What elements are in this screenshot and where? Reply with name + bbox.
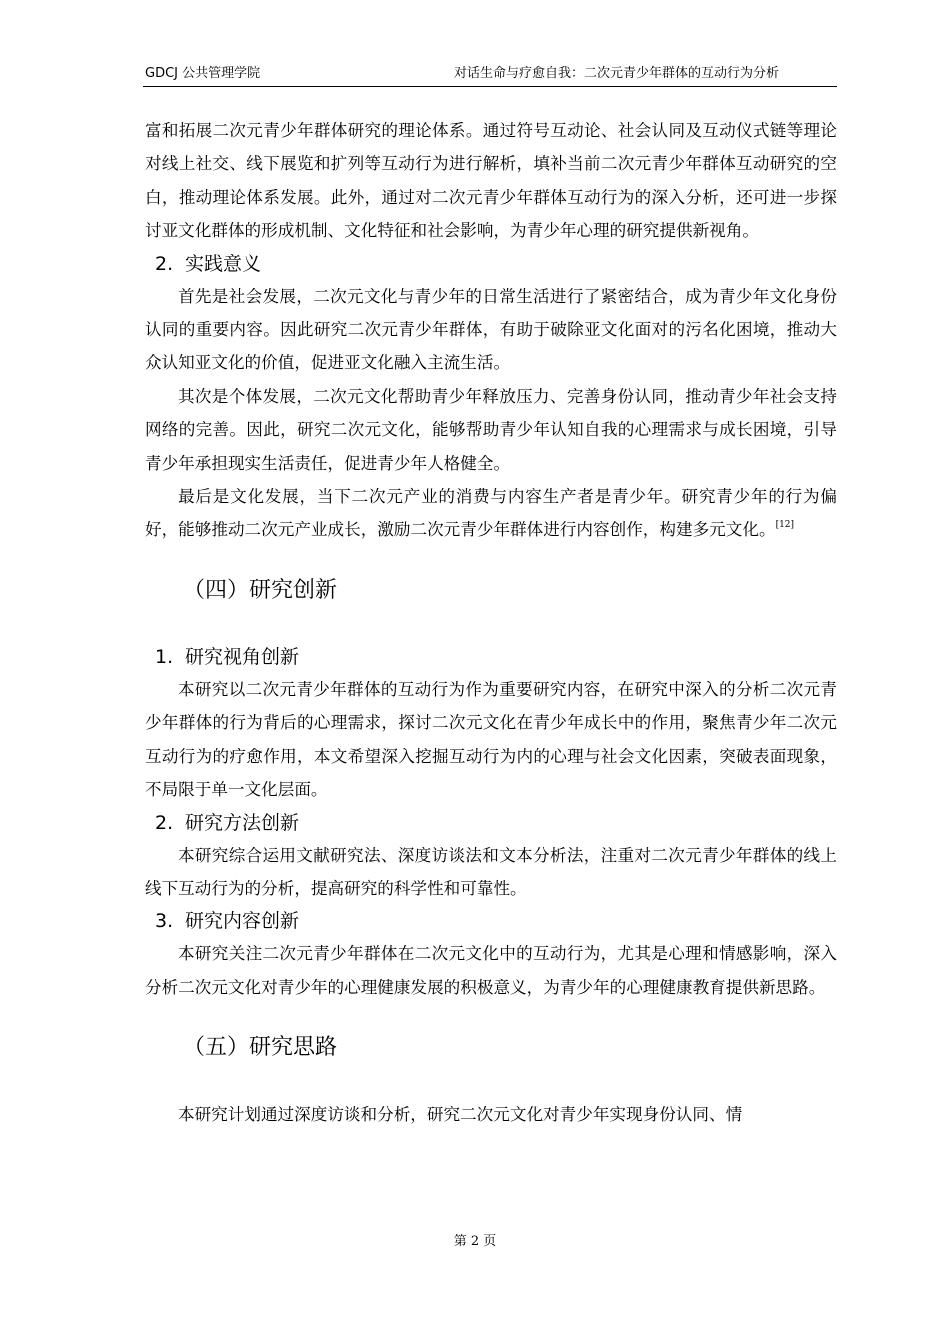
heading-number: 3. [155, 910, 174, 933]
section-heading-research-idea: （五）研究思路 [183, 1035, 338, 1061]
heading-number: 2. [155, 252, 174, 275]
heading-method-innovation [155, 807, 837, 839]
paragraph-theory-continued: 富和拓展二次元青少年群体研究的理论体系。通过符号互动论、社会认同及互动仪式链等理论对线上社交、线下展览和扩列等互动行为进行解析，填补当前二次元青少年群体互动研究的空白，推动理论体系发展。此外，通过对二次元青少年群体互动行为的深入分析，还可进一步探讨亚文化群体的形成机制、文化特征和社会影响，为青少年心理的研究提供新视角。 [145, 121, 837, 241]
page-header [143, 64, 837, 87]
heading-label: 实践意义 [185, 252, 262, 275]
paragraph-perspective: 本研究以二次元青少年群体的互动行为作为重要研究内容，在研究中深入的分析二次元青少年群体的行为背后的心理需求，探讨二次元文化在青少年成长中的作用，聚焦青少年二次元互动行为的疗愈作用，本文希望深入挖掘互动行为内的心理与社会文化因素，突破表面现象，不局限于单一文化层面。 [145, 679, 837, 800]
heading-content-innovation [155, 905, 837, 937]
page-number: 第 2 页 [453, 1234, 497, 1249]
heading-practical-significance [155, 248, 837, 280]
heading-perspective-innovation [155, 641, 837, 673]
citation-ref: [12] [775, 520, 795, 531]
page-body [145, 114, 837, 1132]
heading-label: 研究视角创新 [185, 645, 300, 668]
heading-number: 2. [155, 811, 174, 834]
paragraph-cultural-development [145, 480, 837, 547]
header-title: 对话生命与疗愈自我：二次元青少年群体的互动行为分析 [453, 66, 779, 81]
paragraph-individual-development: 其次是个体发展，二次元文化帮助青少年释放压力、完善身份认同，推动青少年社会支持网络的完善。因此，研究二次元文化，能够帮助青少年认知自我的心理需求与成长困境，引导青少年承担现实生活责任，促进青少年人格健全。 [145, 386, 837, 473]
paragraph-text: 最后是文化发展，当下二次元产业的消费与内容生产者是青少年。研究青少年的行为偏好，能够推动二次元产业成长，激励二次元青少年群体进行内容创作，构建多元文化。 [145, 487, 837, 540]
heading-number: 1. [155, 645, 174, 668]
heading-label: 研究内容创新 [185, 910, 300, 933]
section-heading-innovation: （四）研究创新 [183, 577, 338, 603]
paragraph-research-idea: 本研究计划通过深度访谈和分析，研究二次元文化对青少年实现身份认同、情 [178, 1105, 743, 1125]
paragraph-content: 本研究关注二次元青少年群体在二次元文化中的互动行为，尤其是心理和情感影响，深入分析二次元文化对青少年的心理健康发展的积极意义，为青少年的心理健康教育提供新思路。 [145, 944, 837, 997]
header-institution: GDCJ 公共管理学院 [145, 66, 261, 81]
paragraph-method: 本研究综合运用文献研究法、深度访谈法和文本分析法，注重对二次元青少年群体的线上线下互动行为的分析，提高研究的科学性和可靠性。 [145, 845, 837, 898]
paragraph-social-development: 首先是社会发展，二次元文化与青少年的日常生活进行了紧密结合，成为青少年文化身份认同的重要内容。因此研究二次元青少年群体，有助于破除亚文化面对的污名化困境，推动大众认知亚文化的价值，促进亚文化融入主流生活。 [145, 286, 837, 373]
heading-label: 研究方法创新 [185, 811, 300, 834]
